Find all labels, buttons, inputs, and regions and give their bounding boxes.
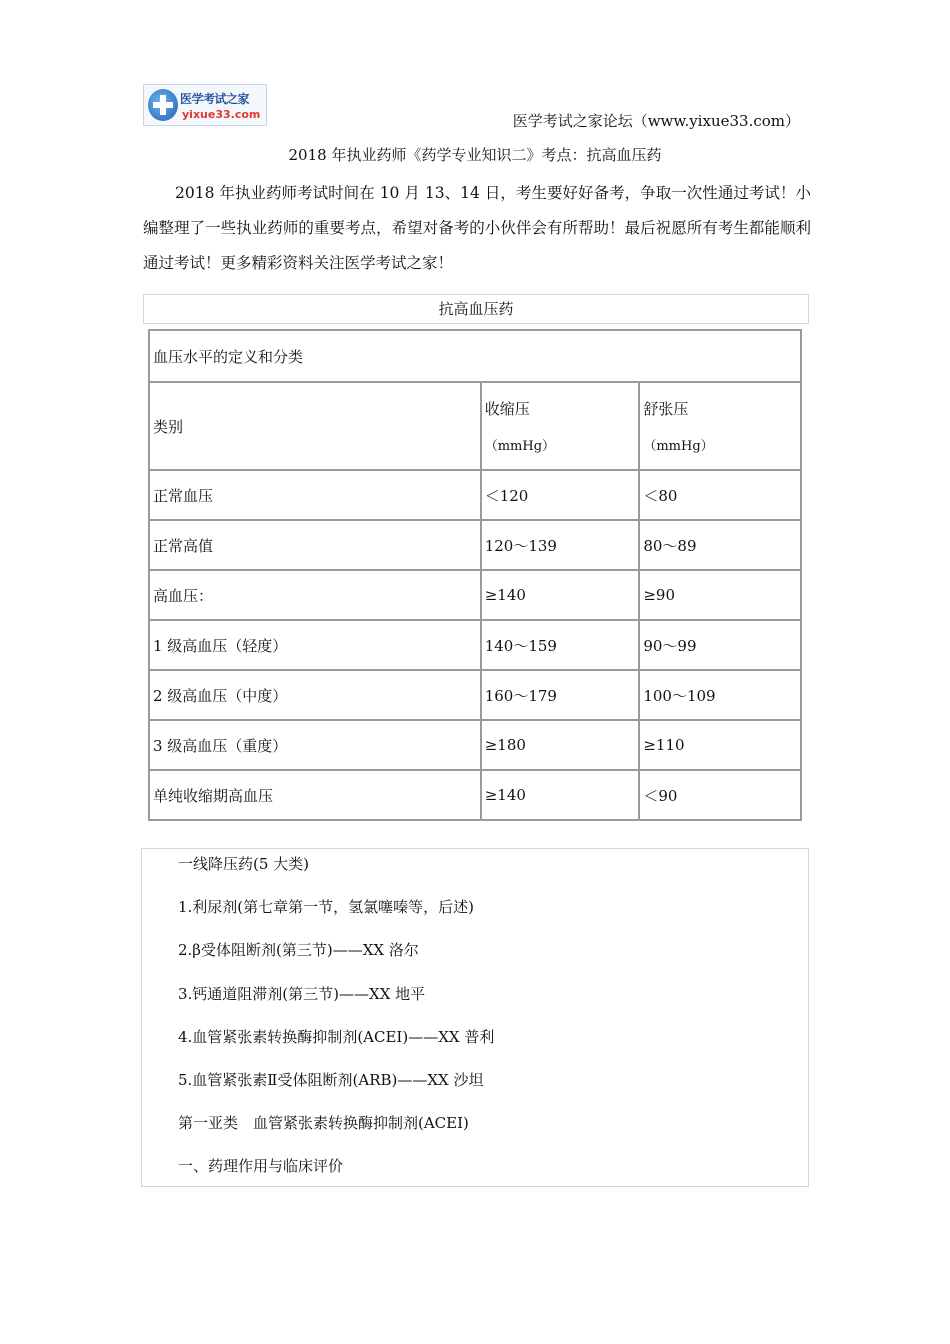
content-line: 一、药理作用与临床评价 <box>178 1157 344 1175</box>
content-line: 4.血管紧张素转换酶抑制剂(ACEI)——XX 普利 <box>178 1028 495 1046</box>
cell-diastolic: 90～99 <box>639 620 801 670</box>
cell-systolic: 120～139 <box>481 520 640 570</box>
header-diastolic-label: 舒张压 <box>643 400 689 418</box>
cell-diastolic: ≥90 <box>639 570 801 620</box>
medical-cross-icon <box>148 89 178 121</box>
cell-category: 高血压： <box>149 570 481 620</box>
table-row <box>149 570 801 620</box>
cell-category: 2 级高血压（中度） <box>149 670 481 720</box>
intro-paragraph: 2018 年执业药师考试时间在 10 月 13、14 日，考生要好好备考，争取一次性通过考试！小编整理了一些执业药师的重要考点，希望对备考的小伙伴会有所帮助！最后祝愿所有考生都能顺利通过考试！更多精彩资料关注医学考试之家！ <box>143 184 811 272</box>
table-row <box>149 520 801 570</box>
cell-systolic: ＜120 <box>481 470 640 520</box>
cell-category: 单纯收缩期高血压 <box>149 770 481 820</box>
cell-diastolic: ＜90 <box>639 770 801 820</box>
cell-systolic: ≥140 <box>481 770 640 820</box>
table-row <box>149 720 801 770</box>
cell-diastolic: ≥110 <box>639 720 801 770</box>
cell-systolic: 140～159 <box>481 620 640 670</box>
table-row <box>149 470 801 520</box>
cell-systolic: 160～179 <box>481 670 640 720</box>
cell-systolic: ≥180 <box>481 720 640 770</box>
site-header: 医学考试之家论坛（www.yixue33.com） <box>512 112 800 130</box>
content-box <box>141 848 809 1187</box>
content-line: 1.利尿剂(第七章第一节，氢氯噻嗪等，后述) <box>178 898 475 916</box>
cell-category: 1 级高血压（轻度） <box>149 620 481 670</box>
table-caption: 血压水平的定义和分类 <box>149 330 801 382</box>
cell-category: 正常高值 <box>149 520 481 570</box>
cell-category: 正常血压 <box>149 470 481 520</box>
site-logo <box>143 84 267 126</box>
cell-diastolic: ＜80 <box>639 470 801 520</box>
section-title: 抗高血压药 <box>143 294 809 324</box>
header-diastolic <box>639 382 801 470</box>
cell-diastolic: 80～89 <box>639 520 801 570</box>
table-row <box>149 670 801 720</box>
content-line: 3.钙通道阻滞剂(第三节)——XX 地平 <box>178 985 426 1003</box>
cell-diastolic: 100～109 <box>639 670 801 720</box>
header-category: 类别 <box>149 382 481 470</box>
header-systolic <box>481 382 640 470</box>
cell-systolic: ≥140 <box>481 570 640 620</box>
content-line: 5.血管紧张素Ⅱ受体阻断剂(ARB)——XX 沙坦 <box>178 1071 484 1089</box>
header-systolic-unit: （mmHg） <box>484 439 556 454</box>
blood-pressure-table <box>148 329 802 821</box>
header-systolic-label: 收缩压 <box>484 400 530 418</box>
content-line: 2.β受体阻断剂(第三节)——XX 洛尔 <box>178 941 419 959</box>
table-row <box>149 770 801 820</box>
table-row <box>149 620 801 670</box>
logo-text-en: yixue33.com <box>182 108 261 121</box>
logo-text-cn: 医学考试之家 <box>180 92 250 106</box>
content-line: 一线降压药(5 大类) <box>178 855 310 873</box>
document-title: 2018 年执业药师《药学专业知识二》考点：抗高血压药 <box>288 146 662 164</box>
content-line: 第一亚类 血管紧张素转换酶抑制剂(ACEI) <box>178 1114 469 1132</box>
header-diastolic-unit: （mmHg） <box>643 439 714 454</box>
cell-category: 3 级高血压（重度） <box>149 720 481 770</box>
